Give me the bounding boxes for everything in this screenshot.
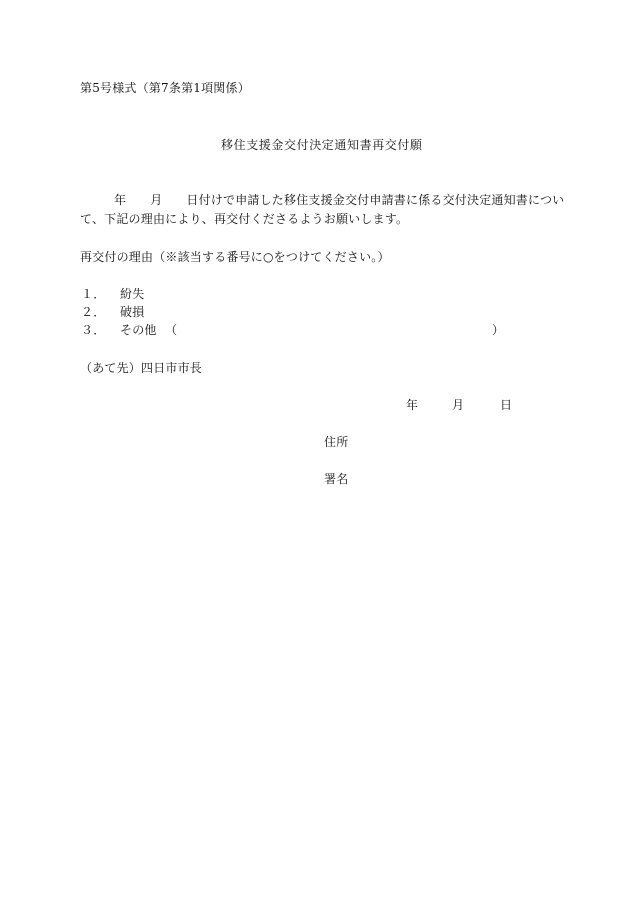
reason-item-number: ２． [81,305,106,319]
body-paragraph-line-2: て、下記の理由により、再交付くださるようお願いします。 [80,212,409,226]
date-month-label: 月 [452,398,465,412]
body-line-1-text: 日付けで申請した移住支援金交付申請書に係る交付決定通知書につい [186,193,565,207]
reason-heading: 再交付の理由（※該当する番号に○をつけてください。） [80,250,390,264]
other-reason-close-paren: ） [492,323,505,337]
other-reason-open-paren: （ [165,323,178,337]
address-label: 住所 [324,435,349,449]
addressee: （あて先）四日市市長 [80,361,203,375]
reason-item-label-damaged: 破損 [120,305,145,319]
reason-item-label-lost: 紛失 [120,287,145,301]
form-number: 第5号様式（第7条第1項関係） [80,81,250,95]
reason-item-number: ３． [81,323,106,337]
date-year-label: 年 [406,398,419,412]
date-day-label: 日 [500,398,513,412]
signature-label: 署名 [324,472,349,486]
document-title: 移住支援金交付決定通知書再交付願 [221,138,423,152]
reason-item-label-other: その他 [120,323,157,337]
reason-item-number: １． [81,287,106,301]
body-year-label: 年 [114,193,127,207]
body-paragraph-line-1 [80,194,564,206]
body-month-label: 月 [150,193,163,207]
